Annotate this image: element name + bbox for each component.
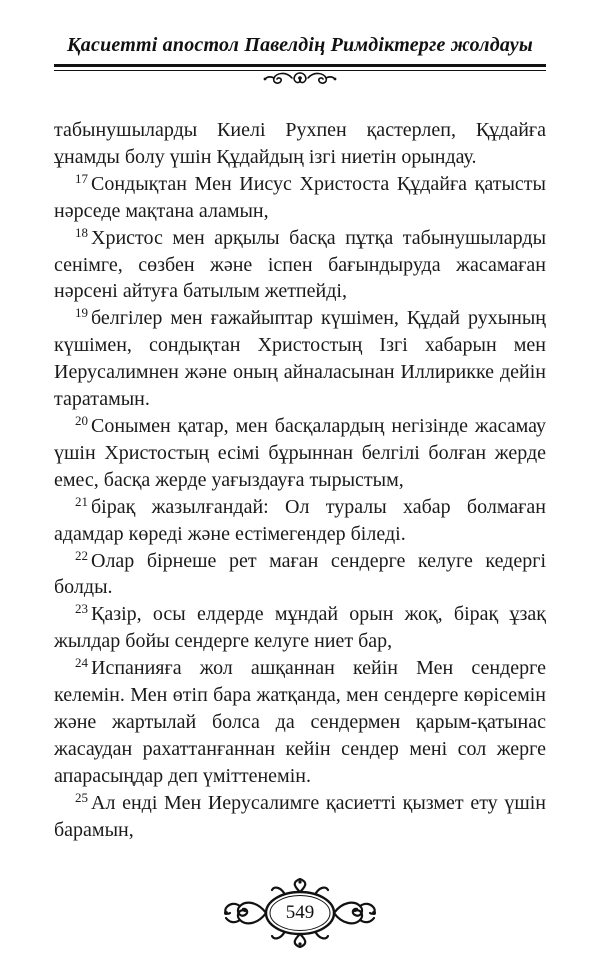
verse-paragraph [54, 494, 546, 548]
verse-number: 19 [75, 305, 88, 321]
verse-text: Сондықтан Мен Иисус Христоста Құдайға қатысты нәрседе мақтана аламын, [54, 172, 546, 222]
paragraph-continuation [54, 117, 546, 171]
verse-paragraph [54, 225, 546, 306]
verse-text: табынушыларды Киелі Рухпен қастерлеп, Құдайға ұнамды болу үшін Құдайдың ізгі ниетін орындау. [54, 119, 546, 168]
verse-number: 20 [75, 412, 88, 428]
verse-text: Сонымен қатар, мен басқалардың негізінде жасамау үшін Христостың есімі бұрыннан белгілі болған жерде емес, басқа жерде уағыздауға тырыстым, [54, 414, 546, 491]
verse-paragraph [54, 790, 546, 844]
verse-text: Ал енді Мен Иерусалимге қасиетті қызмет ету үшін барамын, [54, 791, 546, 841]
verse-text: белгілер мен ғажайыптар күшімен, Құдай рухының күшімен, сондықтан Христостың Ізгі хабарын мен Иерусалимнен және оның айналасынан Иллирикке дейін таратамын. [54, 307, 546, 411]
verse-number: 22 [75, 547, 88, 563]
verse-number: 23 [75, 601, 88, 617]
verse-number: 17 [75, 170, 88, 186]
verse-paragraph [54, 305, 546, 413]
scripture-text [54, 117, 546, 843]
floral-divider-icon [262, 67, 338, 89]
running-header: Қасиетті апостол Павелдің Римдіктерге жолдауы [67, 34, 533, 56]
verse-number: 25 [75, 789, 88, 805]
verse-paragraph [54, 601, 546, 655]
verse-text: Испанияға жол ашқаннан кейін Мен сендерге келемін. Мен өтіп бара жатқанда, мен сендерге көрісемін және жартылай болса да сендермен қарым-қатынас жасаудан рахаттанғаннан кейін сендер мені сол жерге апарасыңдар деп үміттенемін. [54, 657, 546, 787]
verse-text: Қазір, осы елдерде мұндай орын жоқ, бірақ ұзақ жылдар бойы сендерге келуге ниет бар, [54, 603, 546, 653]
verse-text: Христос мен арқылы басқа пұтқа табынушыларды сенімге, сөзбен және іспен бағындыруда жасамаған нәрсені айтуға батылым жетпейді, [54, 226, 546, 303]
verse-paragraph [54, 655, 546, 790]
verse-paragraph [54, 413, 546, 494]
page-number: 549 [285, 902, 315, 923]
verse-text: бірақ жазылғандай: Ол туралы хабар болмаған адамдар көреді және естімегендер біледі. [54, 495, 546, 545]
verse-number: 21 [75, 493, 88, 509]
verse-text: Олар бірнеше рет маған сендерге келуге кедергі болды. [54, 549, 546, 599]
verse-paragraph [54, 171, 546, 225]
verse-paragraph [54, 548, 546, 602]
verse-number: 18 [75, 224, 88, 240]
verse-number: 24 [75, 655, 88, 671]
